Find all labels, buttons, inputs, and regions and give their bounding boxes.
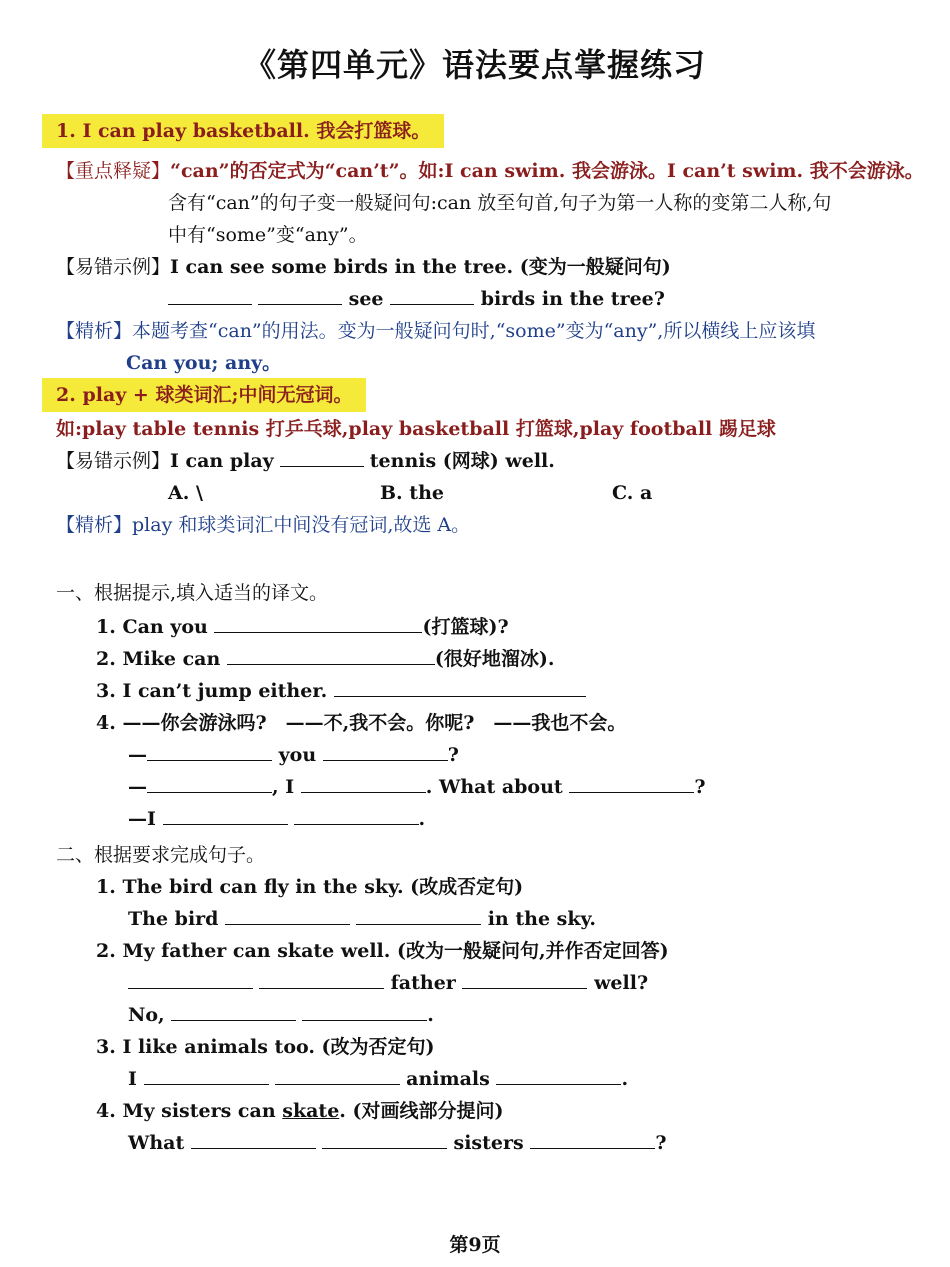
answer-blank[interactable] [280,450,364,467]
point1-heading: 1. I can play basketball. 我会打篮球。 [42,118,444,144]
answer-blank[interactable] [147,776,272,793]
answer-blank[interactable] [334,680,586,697]
underlined-word: skate [282,1100,340,1122]
answer-blank[interactable] [168,288,252,305]
section2-heading: 二、根据要求完成句子。 [56,844,266,866]
point1-analysis: 【精析】本题考查“can”的用法。变为一般疑问句时,“some”变为“any”,所以横线上应该填 [56,320,816,342]
answer-blank[interactable] [569,776,694,793]
page-number: 第9页 [449,1234,501,1256]
section2-q2: 2. My father can skate well. (改为一般疑问句,并作否定回答) [96,940,669,962]
section2-q4: 4. My sisters can skate. (对画线部分提问) [96,1100,504,1122]
point1-analysis-line2: Can you; any。 [126,352,282,374]
answer-blank[interactable] [390,288,474,305]
answer-blank[interactable] [258,288,342,305]
point1-error-example: 【易错示例】I can see some birds in the tree. (变为一般疑问句) [56,256,671,278]
answer-blank[interactable] [496,1068,621,1085]
point1-note: 【重点释疑】“can”的否定式为“can’t”。如:I can swim. 我会游泳。I can’t swim. 我不会游泳。 [56,160,924,182]
point1-error-blanks: see birds in the tree? [168,286,665,312]
point2-example: 如:play table tennis 打乒乓球,play basketball 打篮球,play football 踢足球 [56,418,776,440]
answer-blank[interactable] [323,744,448,761]
section1-q1: 1. Can you (打篮球)? [96,616,509,638]
section1-q4-line3: —I . [128,808,426,830]
section1-heading: 一、根据提示,填入适当的译文。 [56,582,329,604]
answer-blank[interactable] [294,808,419,825]
point1-note-line2: 含有“can”的句子变一般疑问句:can 放至句首,句子为第一人称的变第二人称,句 [168,192,832,214]
section2-q1-answer: The bird in the sky. [128,908,596,930]
section2-q3-answer: I animals . [128,1068,629,1090]
answer-blank[interactable] [530,1132,655,1149]
answer-blank[interactable] [227,648,435,665]
answer-blank[interactable] [302,1004,427,1021]
section2-q2-reply: No, . [128,1004,434,1026]
section2-q4-answer: What sisters ? [128,1132,667,1154]
answer-blank[interactable] [259,972,384,989]
answer-blank[interactable] [147,744,272,761]
point1-note-line3: 中有“some”变“any”。 [168,224,368,246]
section1-q4: 4. ——你会游泳吗? ——不,我不会。你呢? ——我也不会。 [96,712,627,734]
answer-blank[interactable] [163,808,288,825]
point2-heading: 2. play + 球类词汇;中间无冠词。 [42,382,366,408]
option-a[interactable]: A. \ [168,482,203,504]
section1-q2: 2. Mike can (很好地溜冰). [96,648,555,670]
answer-blank[interactable] [191,1132,316,1149]
point2-error-example: 【易错示例】I can play tennis (网球) well. [56,450,555,472]
option-b[interactable]: B. the [380,482,444,504]
answer-blank[interactable] [128,972,253,989]
point2-analysis: 【精析】play 和球类词汇中间没有冠词,故选 A。 [56,514,471,536]
section2-q1: 1. The bird can fly in the sky. (改成否定句) [96,876,524,898]
answer-blank[interactable] [171,1004,296,1021]
answer-blank[interactable] [462,972,587,989]
answer-blank[interactable] [356,908,481,925]
answer-blank[interactable] [144,1068,269,1085]
section1-q4-line1: — you ? [128,744,459,766]
section1-q4-line2: — , I . What about ? [128,776,706,798]
option-c[interactable]: C. a [612,482,653,504]
section1-q3: 3. I can’t jump either. [96,678,586,704]
answer-blank[interactable] [322,1132,447,1149]
answer-blank[interactable] [225,908,350,925]
section2-q2-answer: father well? [128,970,648,996]
page-title: 《第四单元》语法要点掌握练习 [243,46,706,84]
section2-q3: 3. I like animals too. (改为否定句) [96,1036,435,1058]
answer-blank[interactable] [301,776,426,793]
answer-blank[interactable] [275,1068,400,1085]
answer-blank[interactable] [214,616,422,633]
